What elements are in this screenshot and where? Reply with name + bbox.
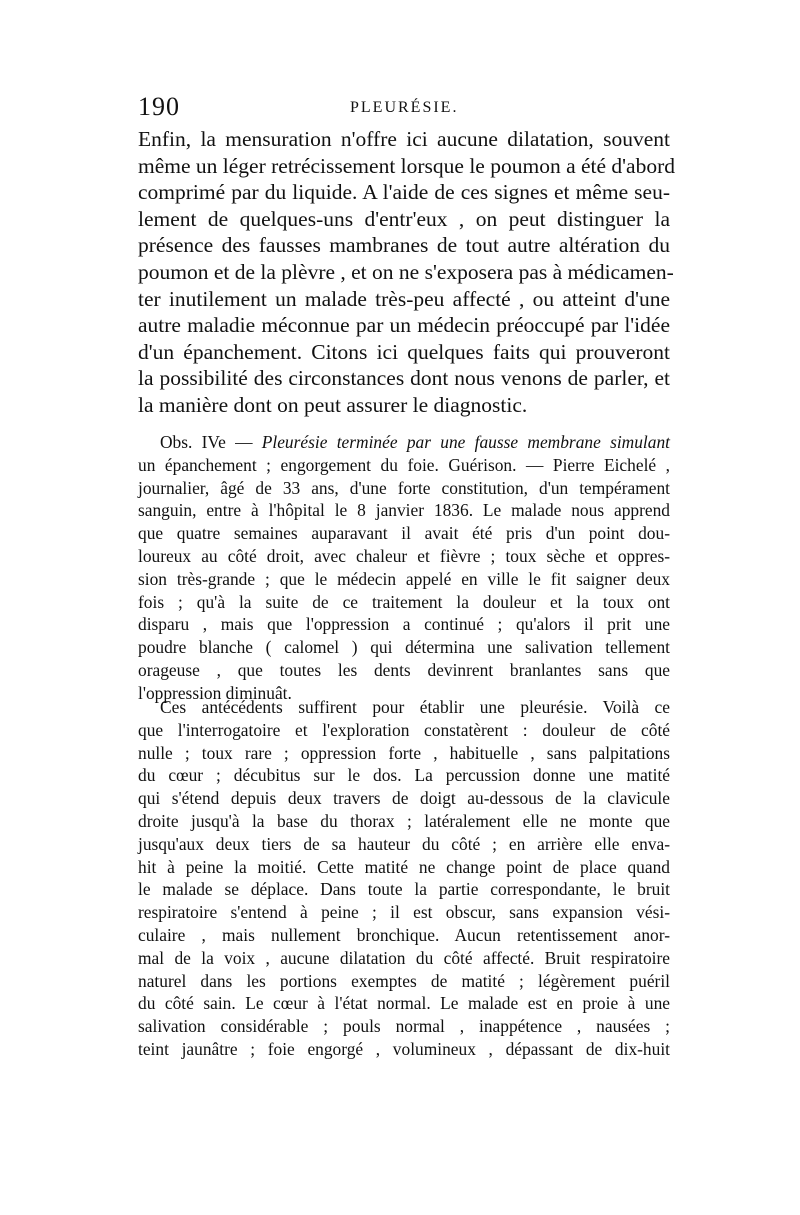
text-line: le malade se déplace. Dans toute la partie correspondante, le bruit — [138, 879, 670, 900]
observation-label: Obs. IVe — — [160, 432, 253, 452]
paragraph-mensuration — [138, 126, 675, 419]
text-line: d'un épanchement. Citons ici quelques faits qui prouveront — [138, 339, 670, 364]
text-line: droite jusqu'à la base du thorax ; latéralement elle ne monte que — [138, 810, 670, 831]
observation-heading-line — [138, 431, 670, 454]
text-line: sion très-grande ; que le médecin appelé en ville le fit saigner deux — [138, 568, 670, 589]
text-line: poudre blanche ( calomel ) qui détermina une salivation tellement — [138, 637, 670, 658]
text-line: respiratoire s'entend à peine ; il est obscur, sans expansion vési- — [138, 902, 670, 923]
text-line: salivation considérable ; pouls normal , inappétence , nausées ; — [138, 1016, 670, 1037]
text-line: fois ; qu'à la suite de ce traitement la douleur et la toux ont — [138, 591, 670, 612]
text-line: la manière dont on peut assurer le diagnostic. — [138, 392, 528, 417]
text-line: naturel dans les portions exemptes de matité ; légèrement puéril — [138, 970, 670, 991]
text-line: poumon et de la plèvre , et on ne s'exposera pas à médicamen- — [138, 259, 674, 284]
running-head: PLEURÉSIE. — [350, 99, 459, 116]
page-header — [138, 92, 678, 121]
text-line: l'oppression diminuât. — [138, 682, 292, 703]
text-line: que quatre semaines auparavant il avait été pris d'un point dou- — [138, 523, 670, 544]
text-line: qui s'étend depuis deux travers de doigt au-dessous de la clavicule — [138, 788, 670, 809]
examination-paragraph — [138, 696, 670, 1061]
text-line: un épanchement ; engorgement du foie. Guérison. — Pierre Eichelé , — [138, 454, 670, 475]
page-number: 190 — [138, 92, 180, 121]
text-line: présence des fausses mambranes de tout autre altération du — [138, 233, 670, 258]
text-line: Enfin, la mensuration n'offre ici aucune dilatation, souvent — [138, 127, 670, 151]
text-line: culaire , mais nullement bronchique. Aucun retentissement anor- — [138, 924, 670, 945]
text-line: journalier, âgé de 33 ans, d'une forte constitution, d'un tempérament — [138, 477, 670, 498]
text-line: que l'interrogatoire et l'exploration constatèrent : douleur de côté — [138, 719, 670, 740]
observation-paragraph — [138, 431, 670, 705]
text-line: hit à peine la moitié. Cette matité ne change point de place quand — [138, 856, 670, 877]
text-line: comprimé par du liquide. A l'aide de ces signes et même seu- — [138, 180, 670, 205]
text-line: jusqu'aux deux tiers de sa hauteur du côté ; en arrière elle enva- — [138, 833, 670, 854]
text-line: ter inutilement un malade très-peu affecté , ou atteint d'une — [138, 286, 670, 311]
text-line: nulle ; toux rare ; oppression forte , habituelle , sans palpitations — [138, 742, 670, 763]
text-line: disparu , mais que l'oppression a continué ; qu'alors il prit une — [138, 614, 670, 635]
text-line: Ces antécédents suffirent pour établir une pleurésie. Voilà ce — [160, 697, 670, 717]
text-line: sanguin, entre à l'hôpital le 8 janvier 1836. Le malade nous apprend — [138, 500, 670, 521]
text-line: du côté sain. Le cœur à l'état normal. Le malade est en proie à une — [138, 993, 670, 1014]
observation-title: Pleurésie terminée par une fausse membrane simulant — [261, 432, 670, 452]
text-line: teint jaunâtre ; foie engorgé , volumineux , dépassant de dix-huit — [138, 1038, 670, 1059]
text-line: même un léger retrécissement lorsque le poumon a été d'abord — [138, 153, 675, 178]
text-line: du cœur ; décubitus sur le dos. La percussion donne une matité — [138, 765, 670, 786]
text-line: lement de quelques-uns d'entr'eux , on peut distinguer la — [138, 206, 670, 231]
text-line: orageuse , que toutes les dents devinrent branlantes sans que — [138, 659, 670, 680]
text-line: la possibilité des circonstances dont nous venons de parler, et — [138, 366, 670, 391]
text-line: loureux au côté droit, avec chaleur et fièvre ; toux sèche et oppres- — [138, 545, 670, 566]
text-line: mal de la voix , aucune dilatation du côté affecté. Bruit respiratoire — [138, 947, 670, 968]
text-line: autre maladie méconnue par un médecin préoccupé par l'idée — [138, 313, 670, 338]
